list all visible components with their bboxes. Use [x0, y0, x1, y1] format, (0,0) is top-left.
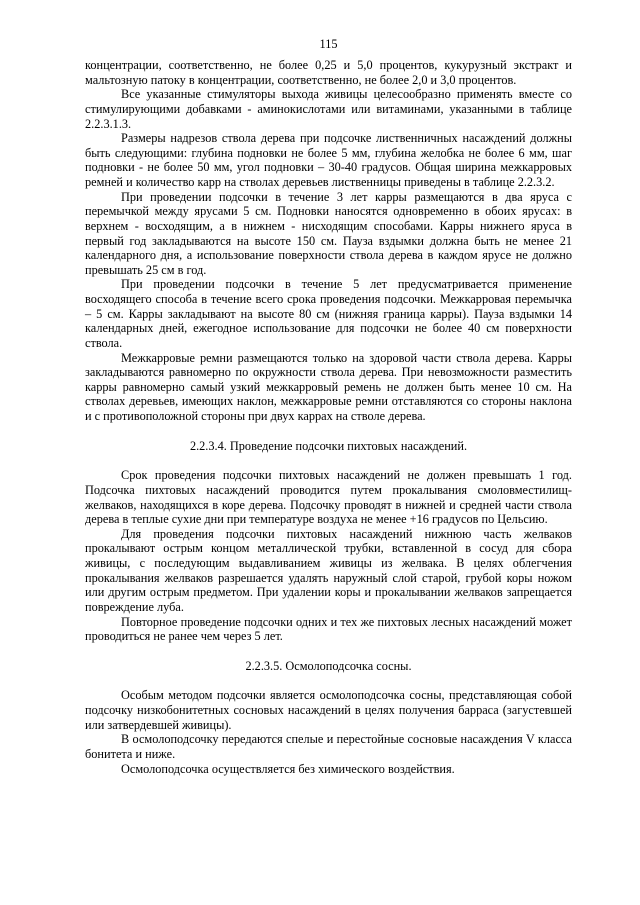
- paragraph-incision-sizes: Размеры надрезов ствола дерева при подсочке лиственничных насаждений должны быть следующими: глубина подновки не более 5 мм, глубина желобка не более 6 мм, шаг подновки - не более 50 мм, угол подновки – 30-40 градусов. Общая ширина межкарровых ремней и количество карр на стволах деревьев лиственницы приведены в таблице 2.2.3.2.: [85, 131, 572, 189]
- section-title-fir-tapping: 2.2.3.4. Проведение подсочки пихтовых насаждений.: [189, 438, 468, 453]
- paragraph-pine-method: Особым методом подсочки является осмолоподсочка сосны, представляющая собой подсочку низкобонитетных сосновых насаждений в целях получения барраса (загустевшей или затвердевшей живицы).: [85, 688, 572, 732]
- page-number: 115: [319, 37, 338, 51]
- paragraph-pine-no-chemicals: Осмолоподсочка осуществляется без химического воздействия.: [121, 761, 455, 776]
- paragraph-fir-repeat: Повторное проведение подсочки одних и тех же пихтовых лесных насаждений может проводиться не ранее чем через 5 лет.: [85, 614, 572, 644]
- paragraph-pine-stands: В осмолоподсочку передаются спелые и перестойные сосновые насаждения V класса бонитета и ниже.: [85, 732, 572, 761]
- paragraph-fir-duration: Срок проведения подсочки пихтовых насаждений не должен превышать 1 год. Подсочка пихтовых насаждений проводится путем прокалывания смоловместилищ-желваков, находящихся в коре дерева. Подсочку проводят в нижней и средней части ствола дерева в теплые сухие дни при температуре воздуха не менее +16 градусов по Цельсию.: [85, 468, 572, 527]
- paragraph-inter-face-strips: Межкарровые ремни размещаются только на здоровой части ствола дерева. Карры закладываются равномерно по окружности ствола дерева. При невозможности разместить карры равномерно самый узкий межкарровый ремень не должен быть менее 10 см. На стволах деревьев, имеющих наклон, межкарровые ремни отставляются со стороны наклона и с противоположной стороны при двух каррах на стволе дерева.: [85, 350, 572, 423]
- document-page: [85, 37, 572, 776]
- paragraph-fir-procedure: Для проведения подсочки пихтовых насаждений нижнюю часть желваков прокалывают острым концом металлической трубки, вставленной в сосуд для сбора живицы, с последующим выдавливанием живицы из желвака. В целях облегчения прокалывания желваков разрешается удалять наружный слой старой, грубой коры ножом или другим острым предметом. При удалении коры и прокалывании желваков запрещается повреждение луба.: [85, 526, 572, 614]
- paragraph-three-year-tapping: При проведении подсочки в течение 3 лет карры размещаются в два яруса с перемычкой между ярусами 5 см. Подновки наносятся одновременно в обоих ярусах: в верхнем - восходящим, а в нижнем - нисходящим способами. Карры нижнего яруса в первый год закладываются на высоте 150 см. Пауза вздымки должна быть не менее 21 календарного дня, а использование поверхности ствола дерева в каждом ярусе не должно превышать 25 см в год.: [85, 189, 572, 277]
- paragraph-continuation: концентрации, соответственно, не более 0,25 и 5,0 процентов, кукурузный экстракт и мальтозную патоку в концентрации, соответственно, не более 2,0 и 3,0 процентов.: [85, 58, 572, 87]
- paragraph-five-year-tapping: При проведении подсочки в течение 5 лет предусматривается применение восходящего способа в течение всего срока проведения подсочки. Межкарровая перемычка – 5 см. Карры закладывают на высоте 80 см (нижняя граница карры). Пауза вздымки 14 календарных дней, ежегодное использование для подсочки не более 40 см поверхности ствола.: [85, 277, 572, 350]
- section-title-pine-resin-tapping: 2.2.3.5. Осмолоподсочка сосны.: [245, 658, 412, 673]
- paragraph-stimulators: Все указанные стимуляторы выхода живицы целесообразно применять вместе со стимулирующими добавками - аминокислотами или витаминами, указанными в таблице 2.2.3.1.3.: [85, 87, 572, 131]
